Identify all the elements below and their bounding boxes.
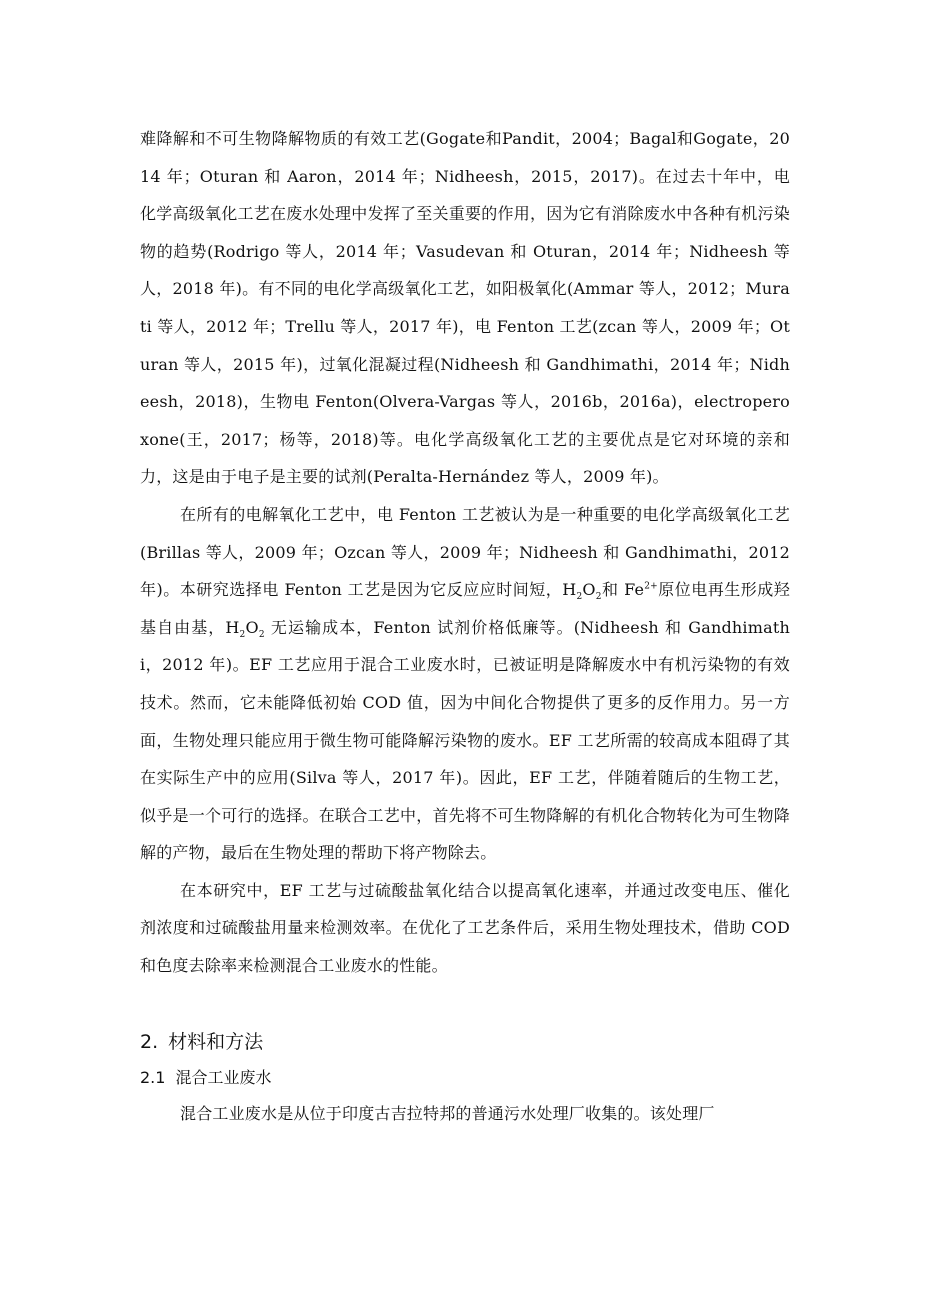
formula-h: H [225,617,240,637]
h2o2-formula [562,580,602,603]
formula-sub: 2 [576,592,583,603]
subsection-number: 2.1 [140,1067,166,1087]
fe-ion-formula [624,580,658,599]
formula-fe: Fe [624,580,645,600]
h2o2-formula [225,617,265,640]
formula-sub: 2 [258,629,265,640]
section-number: 2. [140,1030,159,1053]
page-content [140,120,790,1132]
formula-o: O [582,580,596,600]
paragraph-2-text-4: 无运输成本，Fenton 试剂价格低廉等。(Nidheesh 和 Gandhimathi，2012 年)。EF 工艺应用于混合工业废水时，已被证明是降解废水中有机污染物的有效技术。然而，它未能降低初始 COD 值，因为中间化合物提供了更多的反作用力。另一方面，生物处理只能应用于微生物可能降解污染物的废水。EF 工艺所需的较高成本阻碍了其在实际生产中的应用(Silva 等人，2017 年)。因此，EF 工艺，伴随着随后的生物工艺，似乎是一个可行的选择。在联合工艺中，首先将不可生物降解的有机化合物转化为可生物降解的产物，最后在生物处理的帮助下将产物除去。 [140,617,790,863]
body-paragraph-4: 混合工业废水是从位于印度古吉拉特邦的普通污水处理厂收集的。该处理厂 [180,1103,715,1123]
formula-sub: 2 [239,629,246,640]
body-paragraph-1: 难降解和不可生物降解物质的有效工艺(Gogate和Pandit，2004；Bagal和Gogate，2014 年；Oturan 和 Aaron，2014 年；Nidheesh，2015，2017)。在过去十年中，电化学高级氧化工艺在废水处理中发挥了至关重要的作用，因为它有消除废水中各种有机污染物的趋势(Rodrigo 等人，2014 年；Vasudevan 和 Oturan，2014 年；Nidheesh 等人，2018 年)。有不同的电化学高级氧化工艺，如阳极氧化(Ammar 等人，2012；Murati 等人，2012 年；Trellu 等人，2017 年)，电 Fenton 工艺(zcan 等人，2009 年；Oturan 等人，2015 年)，过氧化混凝过程(Nidheesh 和 Gandhimathi，2014 年；Nidheesh，2018)，生物电 Fenton(Olvera-Vargas 等人，2016b，2016a)，electroperoxone(王，2017；杨等，2018)等。电化学高级氧化工艺的主要优点是它对环境的亲和力，这是由于电子是主要的试剂(Peralta-Hernández 等人，2009 年)。 [140,129,790,487]
section-title: 材料和方法 [168,1030,264,1053]
section-heading [140,1023,790,1061]
body-paragraph-3: 在本研究中，EF 工艺与过硫酸盐氧化结合以提高氧化速率，并通过改变电压、催化剂浓度和过硫酸盐用量来检测效率。在优化了工艺条件后，采用生物处理技术，借助 COD 和色度去除率来检测混合工业废水的性能。 [140,880,790,976]
formula-sub: 2 [595,592,602,603]
paragraph-2-text-2: 和 [601,580,625,600]
formula-h: H [562,580,577,600]
subsection-title: 混合工业废水 [175,1067,272,1087]
paragraph-2-text-3: 原位电再生形成羟基自由基， [140,580,790,637]
formula-sup: 2+ [644,581,658,592]
formula-o: O [245,617,259,637]
paragraph-2-text-1: 在所有的电解氧化工艺中，电 Fenton 工艺被认为是一种重要的电化学高级氧化工艺(Brillas 等人，2009 年；Ozcan 等人，2009 年；Nidheesh 和 Gandhimathi，2012 年)。本研究选择电 Fenton 工艺是因为它反应应时间短， [140,504,790,600]
body-paragraph-2 [140,496,790,872]
subsection-heading [140,1061,790,1095]
